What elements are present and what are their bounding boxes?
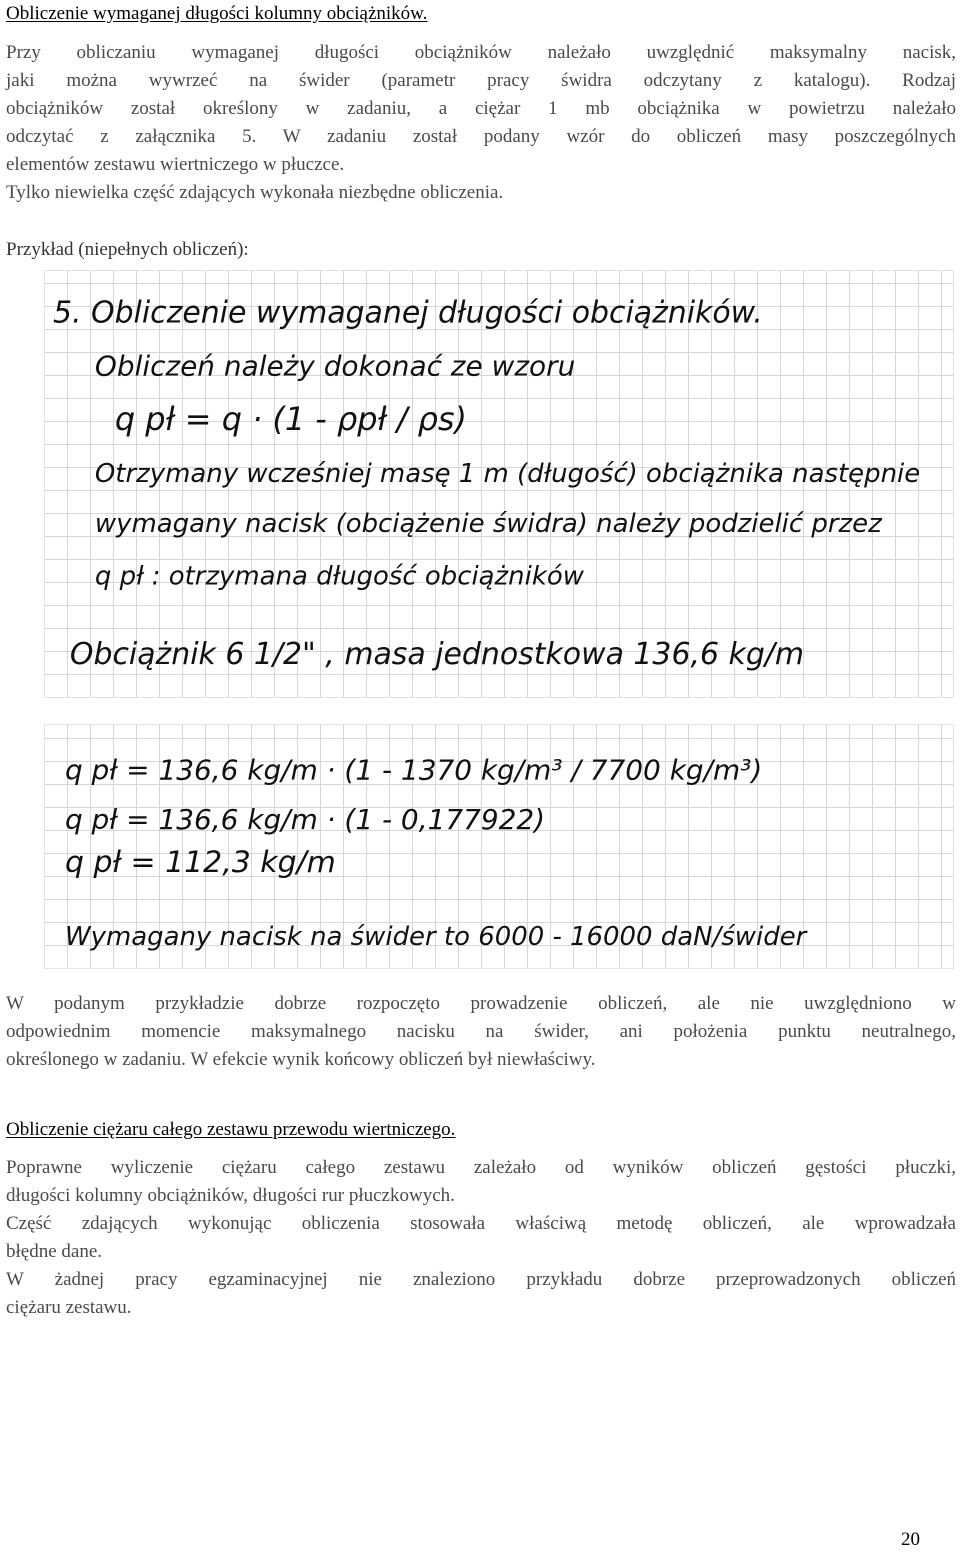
paragraph-line: określonego w zadaniu. W efekcie wynik końcowy obliczeń był niewłaściwy.: [6, 1049, 596, 1070]
section-heading-obciazniki: Obliczenie wymaganej długości kolumny obciążników.: [6, 3, 428, 24]
handwritten-line: Wymagany nacisk na świder to 6000 - 16000 daN/świder: [64, 922, 807, 953]
handwritten-line: q pł = q · (1 - ρpł / ρs): [114, 400, 468, 439]
handwriting-svg-2: [45, 725, 953, 968]
paragraph-line: ciężaru zestawu.: [6, 1297, 132, 1318]
paragraph-line: W podanym przykładzie dobrze rozpoczęto prowadzenie obliczeń, ale nie uwzględniono w: [6, 993, 956, 1014]
section1-paragraph: [6, 39, 956, 207]
paragraph-line: odpowiednim momencie maksymalnego nacisku na świder, ani położenia punktu neutralnego,: [6, 1021, 956, 1042]
paragraph-line: Część zdających wykonując obliczenia stosowała właściwą metodę obliczeń, ale wprowadzała: [6, 1213, 956, 1234]
paragraph-line: błędne dane.: [6, 1241, 103, 1262]
paragraph-line: jaki można wywrzeć na świder (parametr pracy świdra odczytany z katalogu). Rodzaj: [6, 70, 956, 91]
paragraph-line: elementów zestawu wiertniczego w płuczce.: [6, 154, 345, 175]
handwritten-calculation-scan-2: [44, 724, 954, 969]
commentary-paragraph: [6, 990, 956, 1074]
handwritten-line: q pł = 136,6 kg/m · (1 - 0,177922): [64, 803, 546, 837]
paragraph-line: długości kolumny obciążników, długości rur płuczkowych.: [6, 1185, 455, 1206]
handwritten-line: q pł : otrzymana długość obciążników: [94, 561, 584, 592]
handwriting-svg-1: [45, 271, 953, 697]
example-label: Przykład (niepełnych obliczeń):: [6, 239, 249, 260]
paragraph-line: Przy obliczaniu wymaganej długości obciążników należało uwzględnić maksymalny nacisk,: [6, 42, 956, 63]
handwritten-line: Obciążnik 6 1/2" , masa jednostkowa 136,6 kg/m: [69, 637, 805, 673]
paragraph-line: odczytać z załącznika 5. W zadaniu został podany wzór do obliczeń masy poszczególnych: [6, 126, 956, 147]
handwritten-line: wymagany nacisk (obciążenie świdra) należy podzielić przez: [94, 508, 882, 539]
paragraph-line: Poprawne wyliczenie ciężaru całego zestawu zależało od wyników obliczeń gęstości płuczki,: [6, 1157, 956, 1178]
section2-paragraph: [6, 1154, 956, 1322]
handwritten-line: q pł = 112,3 kg/m: [64, 844, 336, 880]
handwritten-line: Otrzymany wcześniej masę 1 m (długość) obciążnika następnie: [94, 459, 921, 490]
handwritten-line: q pł = 136,6 kg/m · (1 - 1370 kg/m³ / 7700 kg/m³): [64, 753, 763, 787]
page-number: 20: [901, 1529, 920, 1550]
handwritten-line: 5. Obliczenie wymaganej długości obciążników.: [52, 295, 763, 331]
note-line: Tylko niewielka część zdających wykonała niezbędne obliczenia.: [6, 182, 504, 203]
paragraph-line: obciążników został określony w zadaniu, a ciężar 1 mb obciążnika w powietrzu należało: [6, 98, 956, 119]
paragraph-line: W żadnej pracy egzaminacyjnej nie znaleziono przykładu dobrze przeprowadzonych obliczeń: [6, 1269, 956, 1290]
section-heading-ciezar-zestawu: Obliczenie ciężaru całego zestawu przewodu wiertniczego.: [6, 1119, 456, 1140]
handwritten-calculation-scan-1: [44, 270, 954, 698]
handwritten-line: Obliczeń należy dokonać ze wzoru: [94, 349, 576, 383]
